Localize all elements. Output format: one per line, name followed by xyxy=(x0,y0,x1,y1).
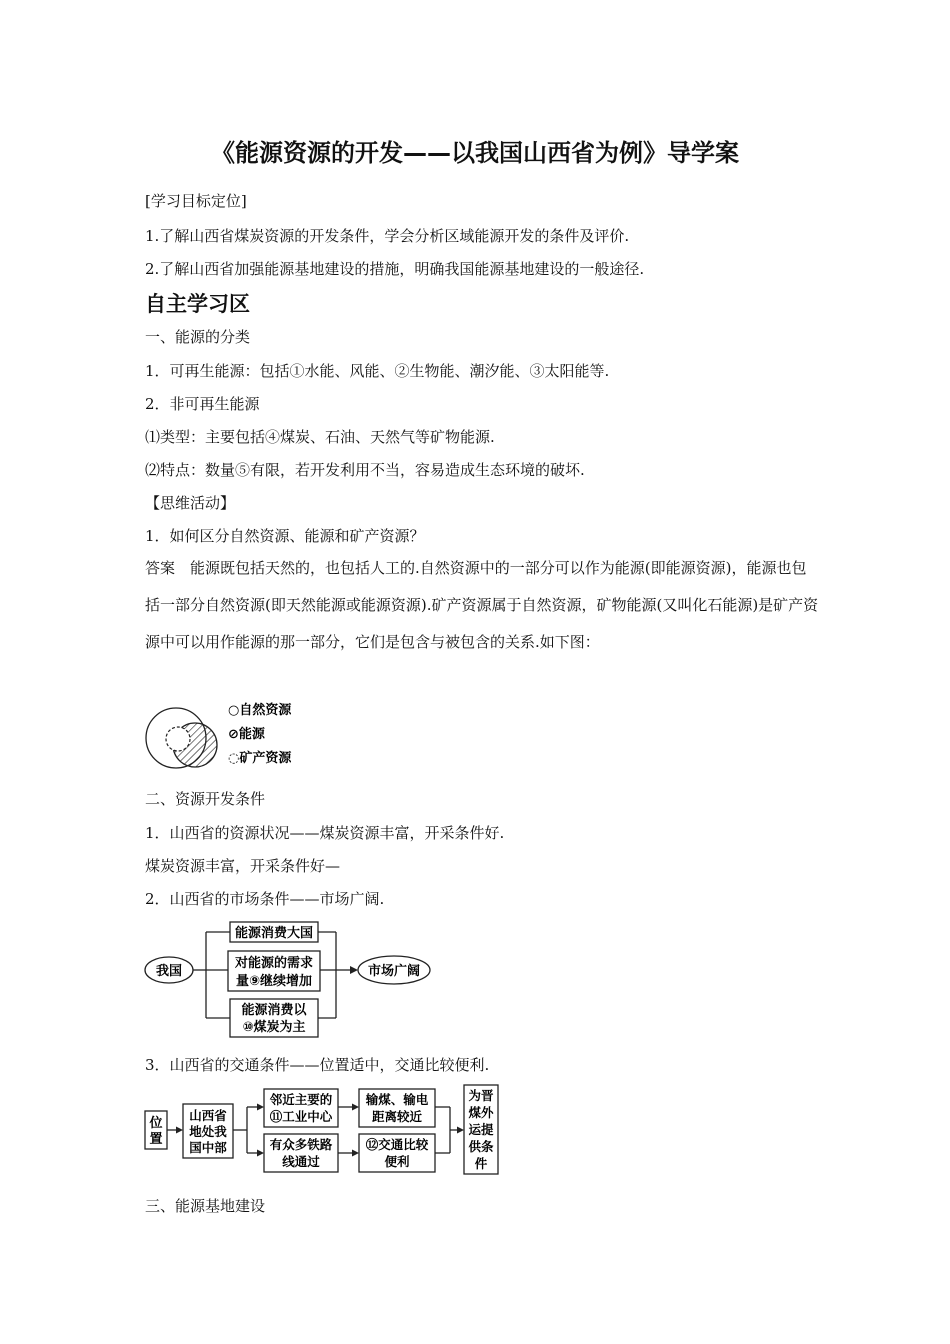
market-box-coal-line2: ⑩煤炭为主 xyxy=(242,1020,306,1035)
transport-diagram xyxy=(140,1083,510,1178)
market-box-demand-line2: 量⑨继续增加 xyxy=(235,974,313,989)
transport-result-line1: 为晋 xyxy=(468,1088,494,1103)
transport-industry-line1: 邻近主要的 xyxy=(269,1092,333,1107)
part3-title: 三、能源基地建设 xyxy=(145,1197,266,1215)
answer-text: 答案 能源既包括天然的，也包括人工的.自然资源中的一部分可以作为能源(即能源资源)，能源也包括一部分自然资源(即天然能源或能源资源).矿产资源属于自然资源，矿物能源(又叫化石能源)是矿产资源中可以用作能源的那一部分，它们是包含与被包含的关系.如下图： xyxy=(145,559,819,651)
market-box-coal-line1: 能源消费以 xyxy=(241,1003,307,1018)
objective-2: 2.了解山西省加强能源基地建设的措施，明确我国能源基地建设的一般途径. xyxy=(145,260,645,278)
objectives-header: [学习目标定位] xyxy=(145,192,247,210)
part1-line-2: 2．非可再生能源 xyxy=(145,395,260,413)
transport-industry-line2: ⑪工业中心 xyxy=(269,1109,333,1124)
transport-result-line5: 件 xyxy=(474,1156,488,1171)
market-box-consumer-label: 能源消费大国 xyxy=(234,926,314,941)
transport-result-line3: 运提 xyxy=(468,1122,494,1137)
transport-railway-line2: 线通过 xyxy=(282,1154,320,1169)
legend-energy: ⊘能源 xyxy=(228,727,265,742)
legend-mineral: ◌矿产资源 xyxy=(228,751,292,766)
transport-position-char-2: 置 xyxy=(149,1132,163,1147)
transport-shanxi-line2: 地处我 xyxy=(189,1124,227,1139)
part1-line-4: ⑵特点：数量⑤有限，若开发利用不当，容易造成生态环境的破坏. xyxy=(145,461,585,479)
activity-label: 【思维活动】 xyxy=(145,494,236,512)
transport-result-line2: 煤外 xyxy=(468,1105,494,1120)
part1-line-3: ⑴类型：主要包括④煤炭、石油、天然气等矿物能源. xyxy=(145,428,495,446)
section-heading: 自主学习区 xyxy=(145,292,250,316)
transport-position-char-1: 位 xyxy=(149,1116,163,1131)
legend-natural: ○自然资源 xyxy=(228,703,292,718)
market-box-demand-line1: 对能源的需求 xyxy=(234,956,314,971)
transport-convenient-line2: 便利 xyxy=(384,1154,410,1169)
transport-distance-line1: 输煤、输电 xyxy=(365,1092,429,1107)
market-node-country-label: 我国 xyxy=(155,964,183,979)
transport-shanxi-line1: 山西省 xyxy=(189,1108,227,1123)
part2-line-2: 煤炭资源丰富，开采条件好— xyxy=(145,857,341,875)
part2-title: 二、资源开发条件 xyxy=(145,790,266,808)
market-node-wide-label: 市场广阔 xyxy=(367,964,421,979)
part2-line-4: 3．山西省的交通条件——位置适中，交通比较便利. xyxy=(145,1056,490,1074)
transport-result-line4: 供条 xyxy=(468,1139,494,1154)
mineral-resources-circle xyxy=(166,727,190,751)
document-title: 《能源资源的开发——以我国山西省为例》导学案 xyxy=(211,139,739,167)
question-1: 1．如何区分自然资源、能源和矿产资源？ xyxy=(145,527,425,545)
objective-1: 1.了解山西省煤炭资源的开发条件，学会分析区域能源开发的条件及评价. xyxy=(145,227,630,245)
transport-convenient-line1: ⑫交通比较 xyxy=(365,1137,429,1152)
part1-title: 一、能源的分类 xyxy=(145,328,251,346)
part2-line-1: 1．山西省的资源状况——煤炭资源丰富，开采条件好. xyxy=(145,824,505,842)
transport-distance-line2: 距离较近 xyxy=(371,1109,423,1124)
part2-line-3: 2．山西省的市场条件——市场广阔. xyxy=(145,890,385,908)
transport-shanxi-line3: 国中部 xyxy=(189,1140,227,1155)
part1-line-1: 1．可再生能源：包括①水能、风能、②生物能、潮汐能、③太阳能等. xyxy=(145,362,610,380)
market-diagram xyxy=(140,915,440,1040)
transport-railway-line1: 有众多铁路 xyxy=(269,1137,333,1152)
venn-diagram xyxy=(140,695,320,775)
